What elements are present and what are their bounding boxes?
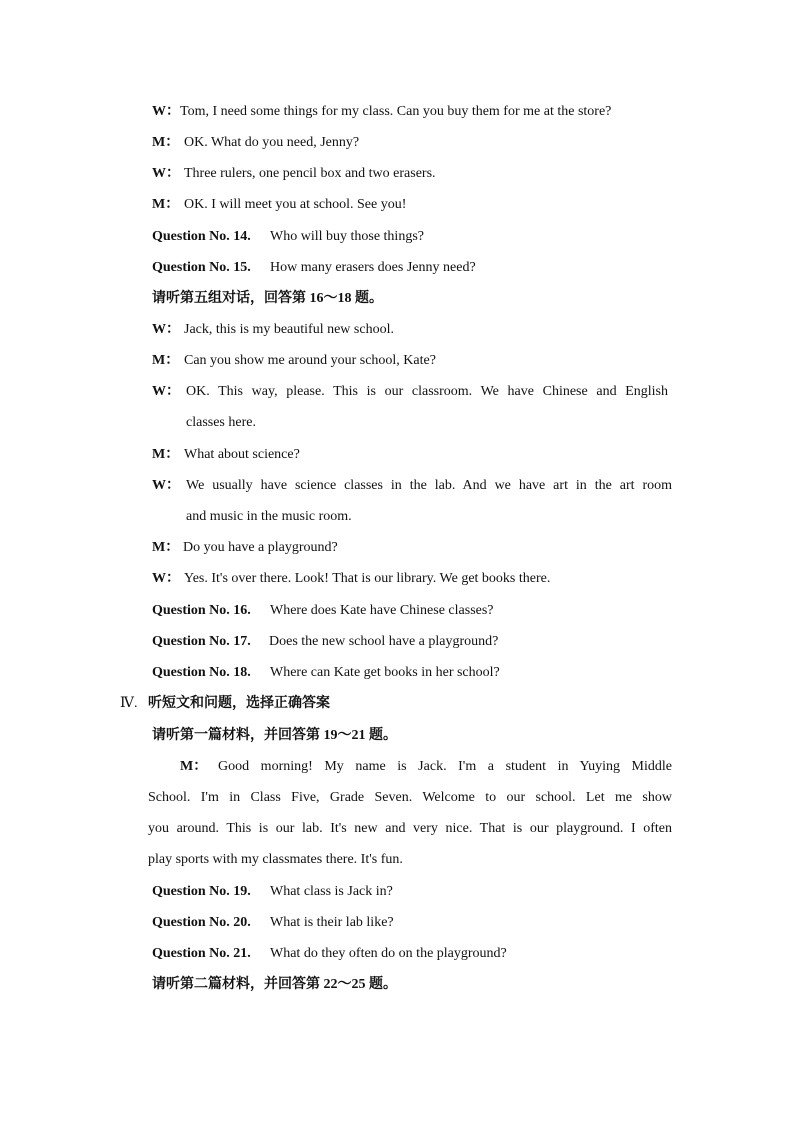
dialogue-continuation — [0, 413, 794, 433]
passage-instruction: 请听第一篇材料，并回答第 19～21 题。 — [152, 728, 397, 743]
question-text: What is their lab like? — [270, 915, 394, 930]
dialogue-line — [0, 569, 794, 589]
dialogue-line — [0, 164, 794, 184]
passage-text: play sports with my classmates there. It's fun. — [148, 852, 403, 867]
dialogue-text: Tom, I need some things for my class. Can you buy them for me at the store? — [180, 104, 612, 119]
question-label: Question No. 19. — [152, 884, 251, 899]
question-line — [0, 882, 794, 902]
section-numeral: Ⅳ. — [120, 696, 138, 711]
passage-instruction: 请听第二篇材料，并回答第 22～25 题。 — [152, 977, 397, 992]
dialogue-text: Do you have a playground? — [183, 540, 338, 555]
question-line — [0, 663, 794, 683]
question-text: How many erasers does Jenny need? — [270, 260, 476, 275]
speaker-label: W： — [152, 384, 180, 399]
dialogue-text: OK. What do you need, Jenny? — [184, 135, 360, 150]
dialogue-line — [0, 320, 794, 340]
question-label: Question No. 20. — [152, 915, 251, 930]
dialogue-line — [0, 445, 794, 465]
question-label: Question No. 17. — [152, 634, 251, 649]
section-title: 听短文和问题，选择正确答案 — [148, 696, 330, 711]
question-text: Where can Kate get books in her school? — [270, 665, 500, 680]
question-line — [0, 227, 794, 247]
dialogue-text: OK. I will meet you at school. See you! — [184, 197, 407, 212]
speaker-label: M： — [152, 353, 180, 368]
passage-line — [0, 819, 794, 839]
dialogue-text: Three rulers, one pencil box and two erasers. — [184, 166, 436, 181]
dialogue-line — [0, 195, 794, 215]
question-label: Question No. 15. — [152, 260, 251, 275]
speaker-label: M： — [152, 135, 180, 150]
speaker-label: W： — [152, 166, 180, 181]
section-heading — [0, 694, 794, 714]
dialogue-line — [0, 382, 794, 402]
instruction-line — [0, 975, 794, 995]
dialogue-text: and music in the music room. — [186, 509, 352, 524]
dialogue-text: OK. This way, please. This is our classroom. We have Chinese and English — [186, 384, 668, 399]
passage-text: School. I'm in Class Five, Grade Seven. Welcome to our school. Let me show — [148, 790, 672, 805]
question-label: Question No. 18. — [152, 665, 251, 680]
question-line — [0, 601, 794, 621]
passage-text: you around. This is our lab. It's new and very nice. That is our playground. I often — [148, 821, 672, 836]
speaker-label: M： — [152, 197, 180, 212]
dialogue-text: Jack, this is my beautiful new school. — [184, 322, 394, 337]
dialogue-text: classes here. — [186, 415, 256, 430]
dialogue-text: Can you show me around your school, Kate? — [184, 353, 436, 368]
dialogue-text: We usually have science classes in the lab. And we have art in the art room — [186, 478, 672, 493]
passage-line — [0, 757, 794, 777]
passage-line — [0, 788, 794, 808]
speaker-label: W： — [152, 478, 180, 493]
question-line — [0, 258, 794, 278]
set-instruction: 请听第五组对话，回答第 16～18 题。 — [152, 291, 383, 306]
dialogue-line — [0, 351, 794, 371]
speaker-label: W： — [152, 322, 180, 337]
instruction-line — [0, 289, 794, 309]
speaker-label: M： — [180, 759, 208, 774]
speaker-label: M： — [152, 540, 180, 555]
dialogue-line — [0, 538, 794, 558]
question-label: Question No. 21. — [152, 946, 251, 961]
question-text: Who will buy those things? — [270, 229, 424, 244]
question-line — [0, 632, 794, 652]
dialogue-text: What about science? — [184, 447, 300, 462]
speaker-label: W： — [152, 571, 180, 586]
dialogue-continuation — [0, 507, 794, 527]
question-label: Question No. 16. — [152, 603, 251, 618]
instruction-line — [0, 726, 794, 746]
dialogue-line — [0, 133, 794, 153]
question-text: Does the new school have a playground? — [269, 634, 499, 649]
question-text: What class is Jack in? — [270, 884, 393, 899]
question-label: Question No. 14. — [152, 229, 251, 244]
question-line — [0, 913, 794, 933]
dialogue-text: Yes. It's over there. Look! That is our library. We get books there. — [184, 571, 551, 586]
passage-text: Good morning! My name is Jack. I'm a student in Yuying Middle — [218, 759, 672, 774]
dialogue-line — [0, 102, 794, 122]
passage-line — [0, 850, 794, 870]
speaker-label: W： — [152, 104, 180, 119]
question-text: Where does Kate have Chinese classes? — [270, 603, 494, 618]
speaker-label: M： — [152, 447, 180, 462]
dialogue-line — [0, 476, 794, 496]
question-line — [0, 944, 794, 964]
question-text: What do they often do on the playground? — [270, 946, 507, 961]
